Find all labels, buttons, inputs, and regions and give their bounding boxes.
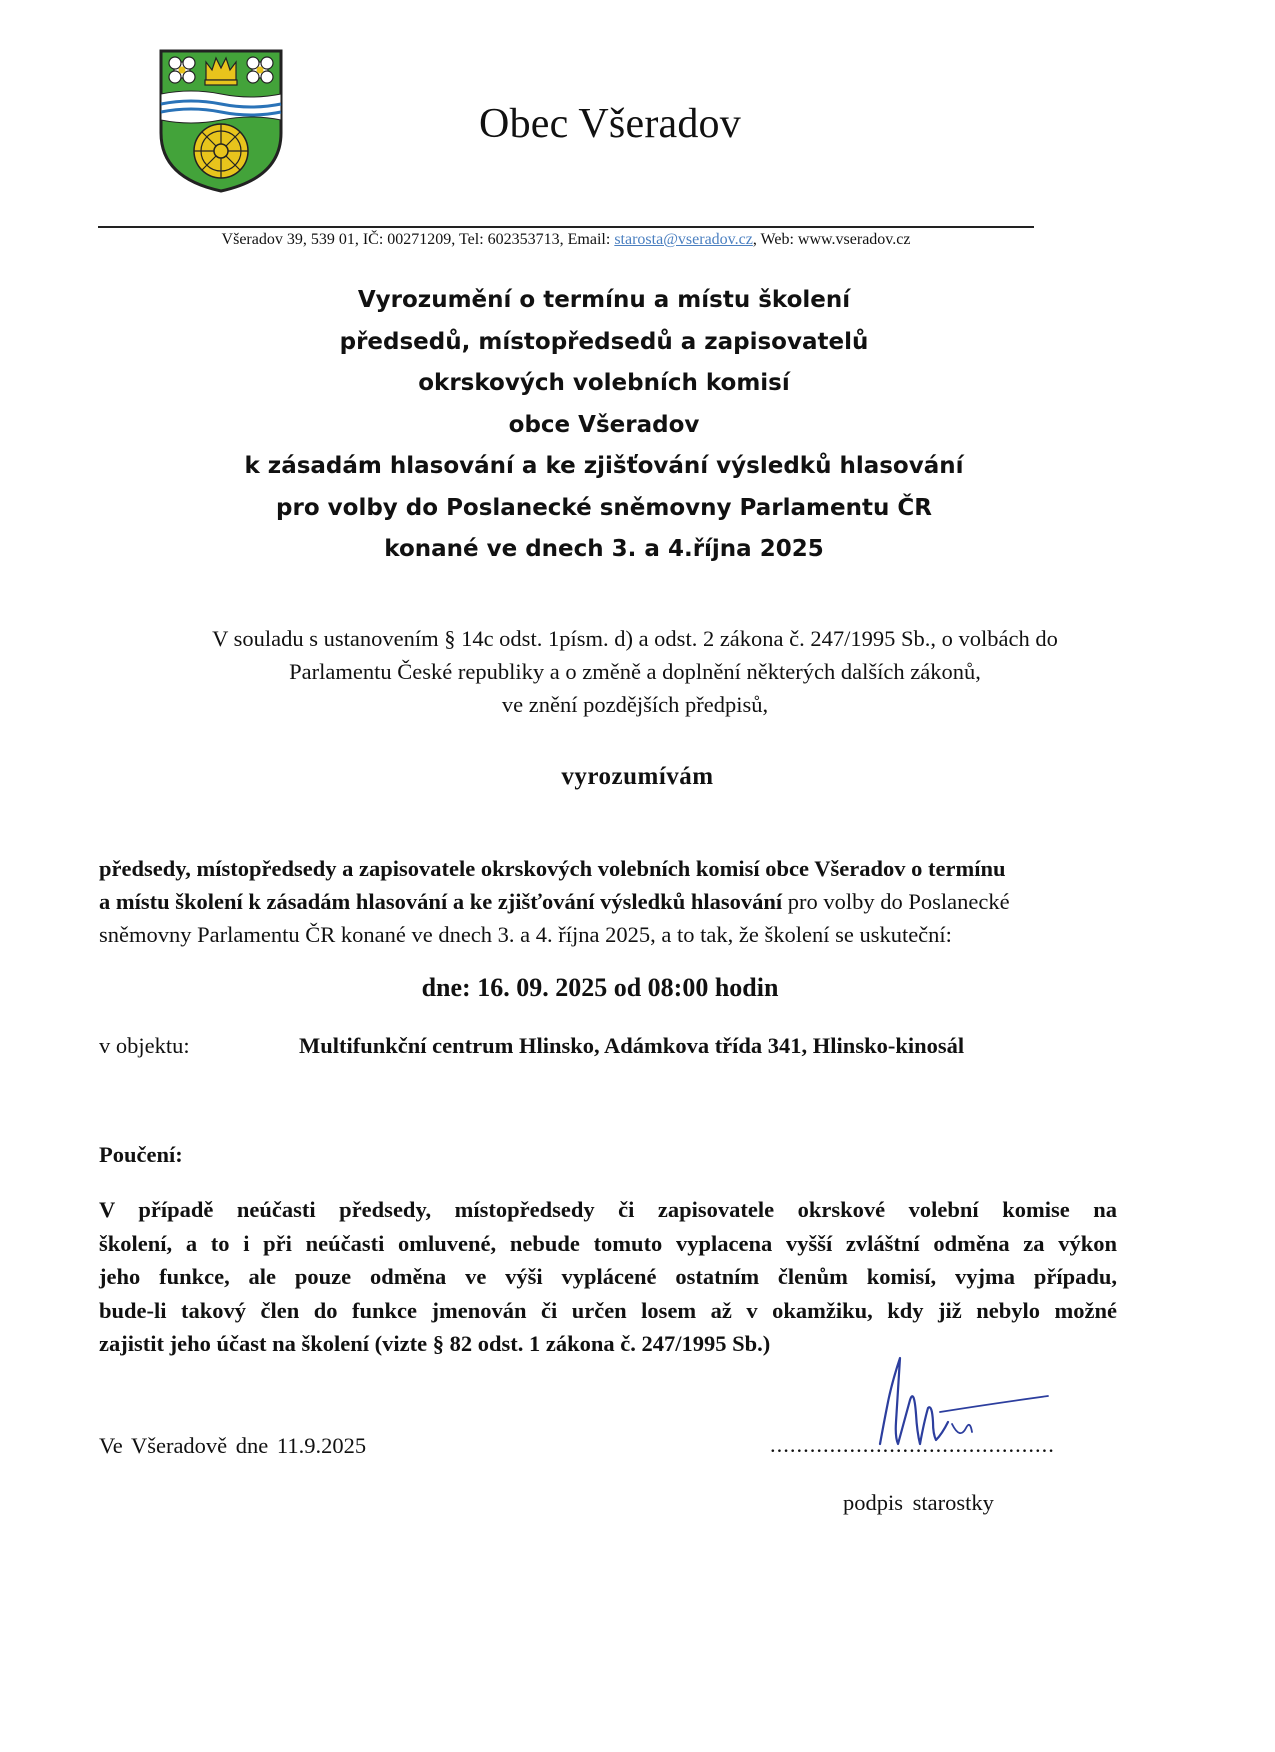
mill-wheel-icon (194, 124, 248, 178)
contact-prefix: Všeradov 39, 539 01, IČ: 00271209, Tel: 602353713, Email: (221, 231, 615, 248)
legal-line: V souladu s ustanovením § 14c odst. 1písm. d) a odst. 2 zákona č. 247/1995 Sb., o volbách do (212, 626, 1058, 651)
headline-line: obce Všeradov (508, 411, 700, 438)
headline-line: okrskových volebních komisí (418, 370, 790, 396)
announcement-bold-text: předsedy, místopředsedy a zapisovatele okrskových volebních komisí obce Všeradov o termínu (99, 856, 1006, 881)
notice-paragraph (99, 1193, 1117, 1361)
organization-title: Obec Všeradov (479, 101, 741, 147)
contact-suffix: , Web: www.vseradov.cz (752, 231, 911, 248)
notify-word: vyrozumívám (561, 763, 714, 790)
notice-line: V případě neúčasti předsedy, místopředsedy či zapisovatele okrskové volební komise na (99, 1197, 1117, 1222)
announcement-bold-text: a místu školení k zásadám hlasování a ke zjišťování výsledků hlasování (99, 889, 783, 914)
legal-line: Parlamentu České republiky a o změně a doplnění některých dalších zákonů, (289, 659, 981, 684)
notice-heading: Poučení: (99, 1142, 183, 1167)
signature-line: ........................................... (770, 1432, 1055, 1457)
headline-line: konané ve dnech 3. a 4.října 2025 (384, 536, 824, 562)
headline-line: předsedů, místopředsedů a zapisovatelů (339, 328, 869, 355)
notice-line: bude-li takový člen do funkce jmenován či určen losem až v okamžiku, kdy již nebylo možné (99, 1297, 1117, 1323)
announcement-line (99, 852, 1119, 885)
training-date-time: dne: 16. 09. 2025 od 08:00 hodin (421, 973, 779, 1002)
header-rule (98, 226, 1034, 228)
notice-line: zajistit jeho účast na školení (vizte § 82 odst. 1 zákona č. 247/1995 Sb.) (99, 1331, 771, 1356)
place-and-date: Ve Všeradově dne 11.9.2025 (99, 1433, 367, 1458)
announcement-line: sněmovny Parlamentu ČR konané ve dnech 3. a 4. října 2025, a to tak, že školení se uskuteční: (99, 922, 952, 947)
notice-line: jeho funkce, ale pouze odměna ve výši vyplácené ostatním členům komisí, vyjma případu, (99, 1264, 1117, 1289)
headline-line: pro volby do Poslanecké sněmovny Parlamentu ČR (276, 494, 932, 521)
municipal-coat-of-arms (158, 48, 284, 194)
announcement-text: pro volby do Poslanecké (782, 889, 1010, 914)
email-link[interactable]: starosta@vseradov.cz (614, 231, 753, 248)
venue-label: v objektu: (99, 1033, 190, 1058)
signature-label: podpis starostky (843, 1490, 994, 1515)
document-headline (160, 280, 1048, 571)
notice-line: školení, a to i při neúčasti omluvené, nebude tomuto vyplacena vyšší zvláštní odměna za výkon (99, 1230, 1117, 1256)
legal-line: ve znění pozdějších předpisů, (501, 692, 769, 717)
announcement-paragraph (99, 852, 1119, 951)
announcement-line (99, 885, 1119, 918)
legal-basis (110, 622, 1160, 721)
contact-line (98, 231, 1034, 249)
headline-line: k zásadám hlasování a ke zjišťování výsledků hlasování (244, 453, 964, 479)
headline-line: Vyrozumění o termínu a místu školení (357, 287, 851, 313)
venue-value: Multifunkční centrum Hlinsko, Adámkova třída 341, Hlinsko-kinosál (299, 1033, 965, 1058)
